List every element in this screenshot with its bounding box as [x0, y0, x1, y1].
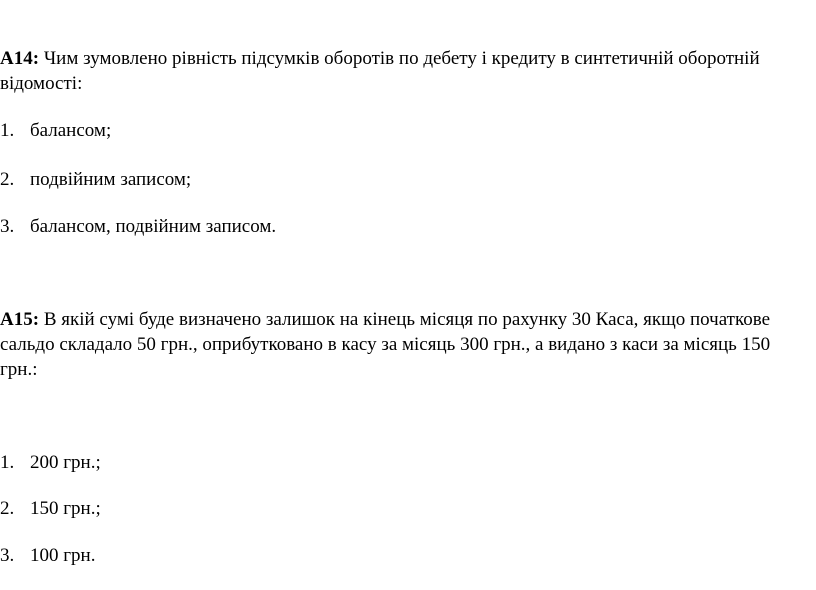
answer-option: [0, 118, 111, 143]
option-number: 3.: [0, 216, 15, 237]
question-text: В якій сумі буде визначено залишок на кінець місяця по рахунку 30 Каса, якщо початкове сальдо складало 50 грн., оприбутковано в касу за місяць 300 грн., а видано з каси за місяць 150 грн.:: [0, 309, 771, 380]
option-number: 2.: [0, 498, 15, 519]
question-a14: [0, 46, 810, 96]
answer-option: [0, 496, 101, 521]
question-id: A15:: [0, 309, 40, 330]
option-number: 1.: [0, 120, 15, 141]
option-text: 200 грн.;: [30, 452, 101, 473]
question-id: A14:: [0, 48, 40, 69]
option-text: подвійним записом;: [30, 169, 192, 190]
answer-option: [0, 167, 191, 192]
option-text: 100 грн.: [30, 545, 96, 566]
option-text: балансом, подвійним записом.: [30, 216, 277, 237]
option-text: балансом;: [30, 120, 112, 141]
question-text: Чим зумовлено рівність підсумків оборотів по дебету і кредиту в синтетичній оборотній відомості:: [0, 48, 760, 94]
option-number: 3.: [0, 545, 15, 566]
option-number: 1.: [0, 452, 15, 473]
option-number: 2.: [0, 169, 15, 190]
answer-option: [0, 450, 101, 475]
question-a15: [0, 307, 810, 382]
answer-option: [0, 543, 95, 568]
option-text: 150 грн.;: [30, 498, 101, 519]
answer-option: [0, 214, 276, 239]
